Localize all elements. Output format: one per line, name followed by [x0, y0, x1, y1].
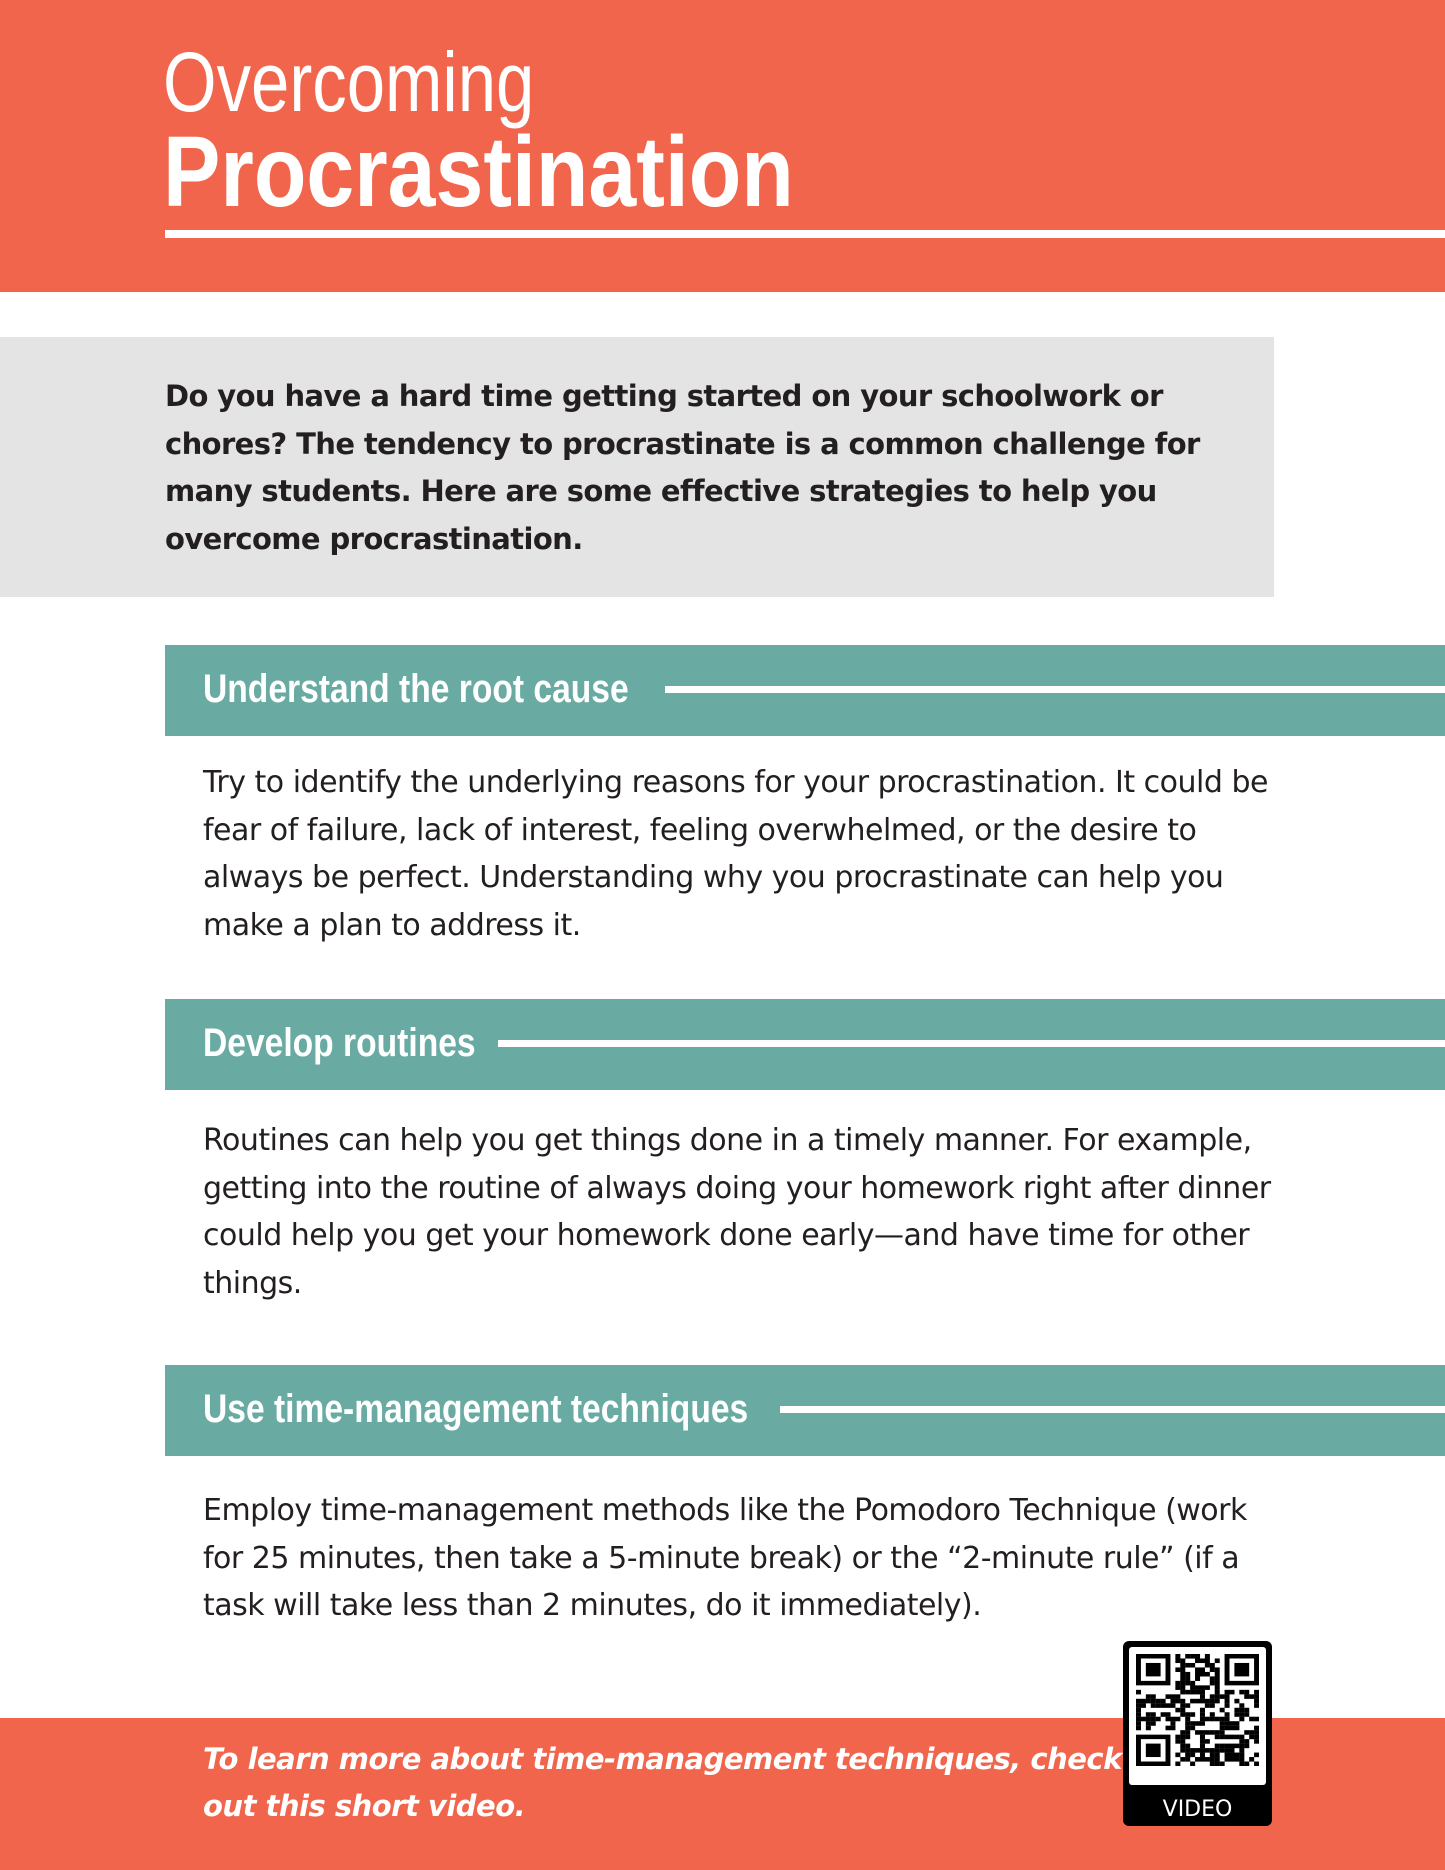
section-body-routines: Routines can help you get things done in a timely manner. For example, getting into the routine of always doing your homework right after dinner could help you get your homework done early—and have time for other things.	[203, 1123, 1271, 1301]
footer-text: To learn more about time-management techniques, check out this short video.	[203, 1742, 1122, 1823]
intro-text: Do you have a hard time getting started on your schoolwork or chores? The tendency to procrastinate is a common challenge for many students. Here are some effective strategies to help you overcome procrastination.	[165, 379, 1200, 556]
section-heading-root-cause	[165, 645, 1445, 736]
title-line-2: Procrastination	[163, 116, 794, 228]
section-heading-text: Understand the root cause	[203, 667, 629, 711]
video-qr-code[interactable]	[1123, 1641, 1272, 1826]
section-body-root-cause: Try to identify the underlying reasons for your procrastination. It could be fear of failure, lack of interest, feeling overwhelmed, or the desire to always be perfect. Understanding why you procrastinate can help you make a plan to address it.	[203, 765, 1268, 943]
section-heading-time-management	[165, 1365, 1445, 1456]
heading-rule	[780, 1406, 1445, 1413]
qr-label: VIDEO	[1162, 1797, 1233, 1822]
title-line-1: Overcoming	[163, 35, 535, 129]
section-heading-routines	[165, 999, 1445, 1090]
section-body-time-management: Employ time-management methods like the Pomodoro Technique (work for 25 minutes, then take a 5-minute break) or the “2-minute rule” (if a task will take less than 2 minutes, do it immediately).	[203, 1493, 1247, 1623]
intro-box	[0, 337, 1274, 597]
section-heading-text: Use time-management techniques	[203, 1387, 749, 1431]
title-rule	[165, 230, 1445, 238]
heading-rule	[498, 1040, 1445, 1047]
section-heading-text: Develop routines	[203, 1021, 476, 1065]
qr-code-icon	[1136, 1654, 1259, 1766]
heading-rule	[665, 686, 1445, 693]
header-banner	[0, 0, 1445, 292]
